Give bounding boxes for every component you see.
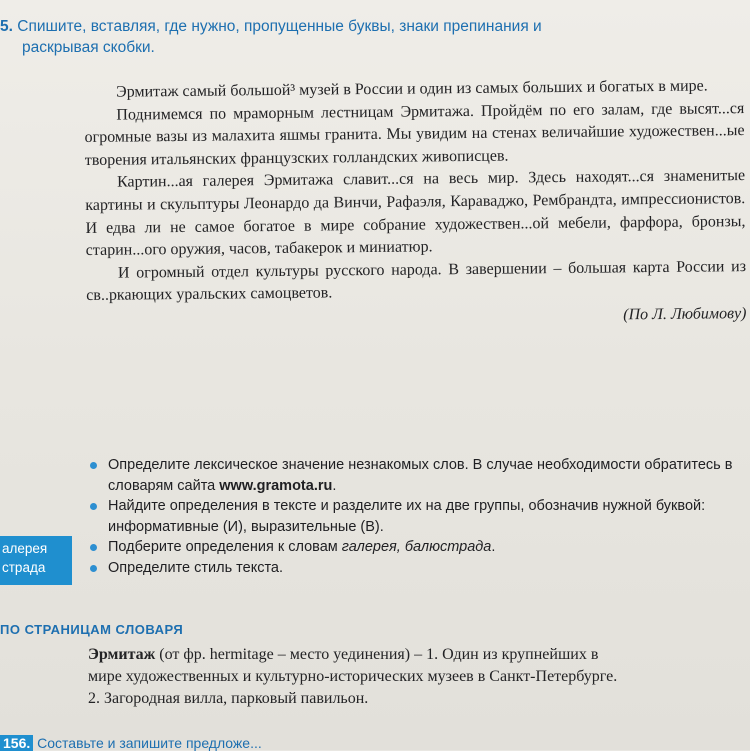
exercise-text [84,75,747,332]
dictionary-line3: 2. Загородная вилла, парковый павильон. [88,690,369,707]
bullet-icon [90,462,97,469]
task-3-text: Подберите определения к словам [108,539,342,555]
paragraph-2: Поднимемся по мраморным лестницам Эрмитажа. Пройдём по его залам, где высят...ся огромные вазы из малахита яшмы гранита. Мы увидим на стенах величайшие художествен...ые творения итальянских французских голландских живописцев. [84,99,745,169]
author-credit: (По Л. Любимову) [623,305,747,324]
paragraph-4: И огромный отдел культуры русского народа. В завершении – большая карта России из св..ркающих уральских самоцветов. [86,257,747,305]
dictionary-term: Эрмитаж [88,646,156,663]
task-item [88,455,738,496]
dictionary-line2: мире художественных и культурно-исторических музеев в Санкт-Петербурге. [88,668,618,685]
dictionary-heading: ПО СТРАНИЦАМ СЛОВАРЯ [0,622,184,637]
task-item [88,558,738,579]
task-3-end: . [491,539,496,555]
task-header-line2: раскрывая скобки. [22,39,155,56]
dictionary-entry [88,644,748,710]
task-list [88,455,738,578]
dictionary-line1: (от фр. hermitage – место уединения) – 1. Один из крупнейших в [155,646,599,663]
task-4-text: Определите стиль текста. [108,559,284,576]
task-3-words: галерея, балюстрада [341,539,492,555]
bullet-icon [90,503,97,510]
paragraph-1: Эрмитаж самый большой³ музей в России и один из самых больших и богатых в мире. [116,77,708,101]
task-number: 5. [0,18,13,35]
task-header-line1: Спишите, вставляя, где нужно, пропущенные буквы, знаки препинания и [17,18,542,35]
next-task-number: 156. [0,735,33,751]
side-word-2: страда [2,560,46,575]
task-item [88,537,738,558]
task-1-text: Определите лексическое значение незнакомых слов. В случае необходимости обратитесь в словарям сайта [108,457,733,494]
next-task-text: Составьте и запишите предложе... [37,735,262,751]
task-item [88,496,738,537]
task-2-text: Найдите определения в тексте и разделите их на две группы, обозначив нужной буквой: информативные (И), выразительные (В). [108,498,706,535]
paragraph-3: Картин...ая галерея Эрмитажа славит...ся на весь мир. Здесь находят...ся знаменитые картины и скульптуры Леонардо да Винчи, Рафаэля, Караваджо, Рембрандта, импрессионистов. И едва ли не самое богатое в мире собрание художествен...ой мебели, фарфора, бронзы, старин...ого оружия, часов, табакерок и миниатюр. [85,167,746,260]
bullet-icon [90,565,97,572]
next-task [0,735,400,751]
side-word-1: алерея [2,541,48,556]
task-header [0,16,600,58]
vocabulary-side-box [0,536,72,585]
bullet-icon [90,544,97,551]
gramota-link[interactable]: www.gramota.ru [219,477,333,494]
task-1-end: . [332,477,337,494]
